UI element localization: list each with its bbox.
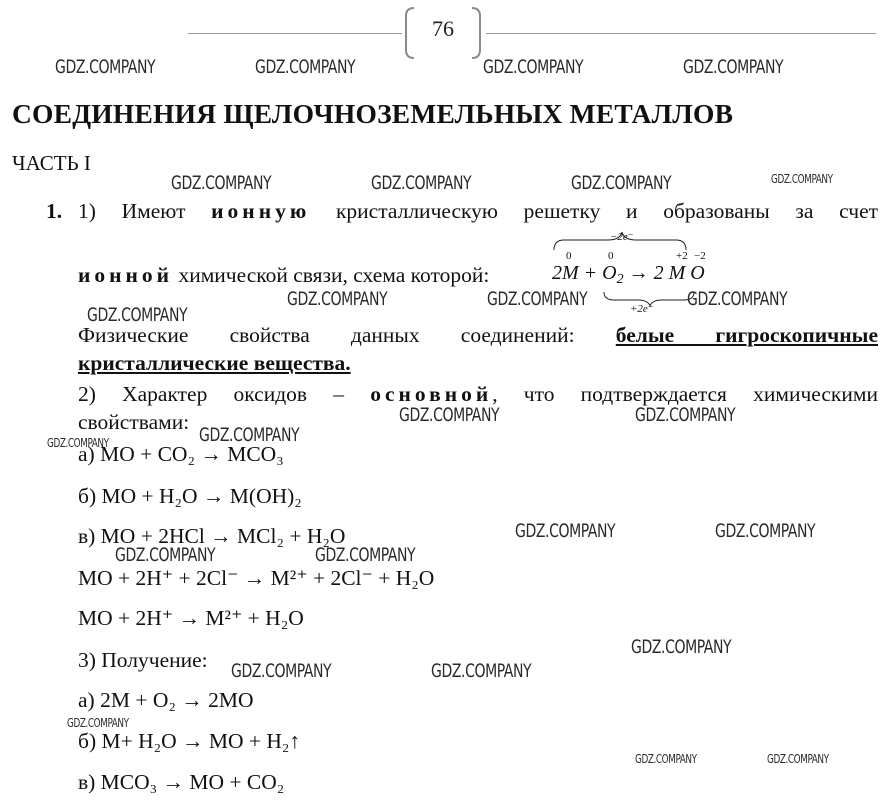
equation-c: в) MO + 2HCl → MCl₂ + H₂O	[78, 524, 346, 548]
preparation-a: а) 2M + O₂ → 2MO	[78, 688, 254, 712]
scheme-oxstate-m: 0	[566, 250, 572, 262]
watermark: GDZ.COMPANY	[171, 172, 272, 194]
scheme-left: 2M + O	[552, 262, 617, 284]
equation-a: а) MO + CO₂ → MCO₃	[78, 442, 284, 466]
scheme-arrow: →	[628, 262, 649, 284]
term-ionic-bond: ионной	[78, 263, 174, 287]
scheme-oxstate-m2: +2	[676, 250, 688, 262]
header-rule-left	[188, 33, 402, 34]
preparation-label: 3) Получение:	[78, 648, 208, 672]
watermark: GDZ.COMPANY	[635, 404, 736, 426]
watermark: GDZ.COMPANY	[687, 288, 788, 310]
physical-properties-answer: белые гигроскопичные	[615, 323, 878, 347]
watermark: GDZ.COMPANY	[767, 752, 829, 766]
scheme-oxstate-o2: −2	[694, 250, 706, 262]
scheme-equation	[552, 262, 705, 288]
watermark: GDZ.COMPANY	[431, 660, 532, 682]
watermark: GDZ.COMPANY	[55, 56, 156, 78]
part-heading: ЧАСТЬ I	[12, 151, 91, 175]
physical-properties-label: Физические свойства данных соединений:	[78, 323, 575, 347]
scheme-o-sub: 2	[616, 272, 624, 288]
watermark: GDZ.COMPANY	[399, 404, 500, 426]
scheme-bottom-electrons: +2e⁻	[630, 303, 654, 315]
watermark: GDZ.COMPANY	[571, 172, 672, 194]
watermark: GDZ.COMPANY	[287, 288, 388, 310]
oxide-properties-label: свойствами:	[78, 410, 190, 434]
watermark: GDZ.COMPANY	[315, 544, 416, 566]
oxide-character-line	[78, 382, 878, 407]
watermark: GDZ.COMPANY	[771, 172, 833, 186]
term-ionic: ионную	[211, 199, 311, 223]
scheme-oxstate-o: 0	[608, 250, 614, 262]
watermark: GDZ.COMPANY	[715, 520, 816, 542]
equation-e: MO + 2H⁺ → M²⁺ + H₂O	[78, 606, 304, 630]
oxide-a: 2) Характер оксидов –	[78, 382, 371, 406]
watermark: GDZ.COMPANY	[67, 716, 129, 730]
task1-line1-a: 1) Имеют	[78, 199, 212, 223]
watermark: GDZ.COMPANY	[231, 660, 332, 682]
watermark: GDZ.COMPANY	[371, 172, 472, 194]
watermark: GDZ.COMPANY	[515, 520, 616, 542]
watermark: GDZ.COMPANY	[115, 544, 216, 566]
task1-line2-b: химической связи, схема которой:	[173, 263, 490, 287]
term-basic: основной	[370, 382, 493, 406]
task1-line2	[78, 263, 489, 288]
equation-b: б) MO + H₂O → M(OH)₂	[78, 484, 302, 508]
watermark: GDZ.COMPANY	[87, 304, 188, 326]
oxide-c: , что подтверждается химическими	[492, 382, 878, 406]
page-number: 76	[432, 16, 454, 41]
task1-line1-c: кристаллическую решетку и образованы за счет	[310, 199, 879, 223]
watermark: GDZ.COMPANY	[487, 288, 588, 310]
watermark: GDZ.COMPANY	[683, 56, 784, 78]
scheme-top-electrons: −2e⁻	[610, 231, 634, 243]
watermark: GDZ.COMPANY	[483, 56, 584, 78]
page-number-frame	[404, 6, 482, 60]
preparation-b: б) M+ H₂O → MO + H₂↑	[78, 729, 301, 753]
scheme-right: 2 M O	[653, 262, 705, 284]
watermark: GDZ.COMPANY	[47, 436, 109, 450]
watermark: GDZ.COMPANY	[199, 424, 300, 446]
page-title: СОЕДИНЕНИЯ ЩЕЛОЧНОЗЕМЕЛЬНЫХ МЕТАЛЛОВ	[12, 98, 734, 129]
header-rule-right	[486, 33, 876, 34]
watermark: GDZ.COMPANY	[631, 636, 732, 658]
physical-properties-answer-cont: кристаллические вещества.	[78, 351, 351, 375]
electron-transfer-scheme	[548, 228, 718, 318]
preparation-c: в) MCO₃ → MO + CO₂	[78, 770, 285, 794]
task1-line1	[78, 199, 878, 224]
task-number: 1.	[46, 199, 63, 223]
equation-d: MO + 2H⁺ + 2Cl⁻ → M²⁺ + 2Cl⁻ + H₂O	[78, 566, 435, 590]
physical-properties-line	[78, 323, 878, 348]
watermark: GDZ.COMPANY	[255, 56, 356, 78]
watermark: GDZ.COMPANY	[635, 752, 697, 766]
